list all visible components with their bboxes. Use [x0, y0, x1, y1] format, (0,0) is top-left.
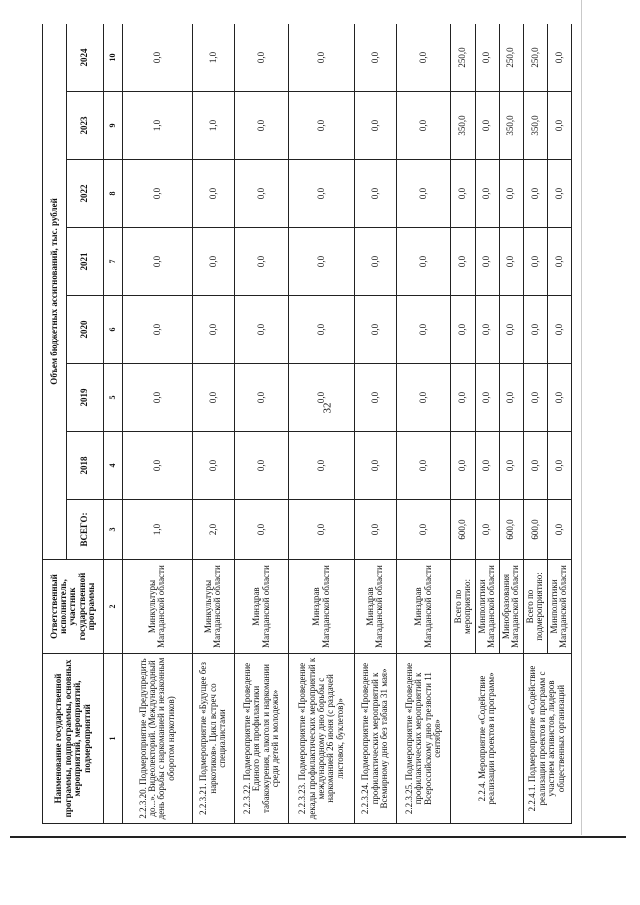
row-executor: Минобразования Магаданской области	[499, 560, 523, 654]
row-value: 0,0	[234, 228, 289, 296]
row-executor: Минздрав Магаданской области	[289, 560, 355, 654]
row-value: 0,0	[355, 364, 397, 432]
row-value: 0,0	[475, 364, 499, 432]
row-value: 0,0	[289, 296, 355, 364]
row-value: 0,0	[355, 228, 397, 296]
row-value: 1,0	[122, 500, 192, 560]
row-value: 0,0	[396, 364, 451, 432]
row-executor: Минполитики Магаданской области	[475, 560, 499, 654]
row-value: 250,0	[523, 24, 547, 92]
row-value: 350,0	[499, 92, 523, 160]
table-row	[122, 24, 192, 824]
row-value: 0,0	[547, 24, 571, 92]
header-year: 2022	[67, 160, 104, 228]
row-value: 0,0	[193, 228, 235, 296]
row-value: 0,0	[234, 500, 289, 560]
column-number: 8	[104, 160, 123, 228]
header-budget-group: Объем бюджетных ассигнований, тыс. рублей	[43, 24, 67, 560]
header-total: ВСЕГО:	[67, 500, 104, 560]
row-value: 0,0	[547, 432, 571, 500]
row-value: 0,0	[234, 160, 289, 228]
row-value: 0,0	[396, 160, 451, 228]
column-number: 3	[104, 500, 123, 560]
table-row	[193, 24, 235, 824]
row-value: 0,0	[289, 228, 355, 296]
row-value: 0,0	[122, 432, 192, 500]
header-year: 2019	[67, 364, 104, 432]
row-value: 0,0	[523, 364, 547, 432]
column-number: 5	[104, 364, 123, 432]
row-executor: Минкультуры Магаданской области	[193, 560, 235, 654]
row-value: 0,0	[122, 364, 192, 432]
row-value: 0,0	[396, 500, 451, 560]
rotated-table-container	[42, 24, 572, 824]
budget-table	[42, 24, 572, 824]
page-number: 32	[321, 402, 334, 414]
row-value: 0,0	[234, 92, 289, 160]
row-executor: Всего по мероприятию:	[451, 560, 475, 654]
row-value: 0,0	[475, 228, 499, 296]
row-name: 2.2.3.23. Подмероприятие «Проведение декады профилактических мероприятий к международному дню борьбы с наркоманией 26 июня (с раздачей листовок, буклетов)»	[289, 654, 355, 824]
column-number: 10	[104, 24, 123, 92]
row-value: 0,0	[396, 92, 451, 160]
row-value: 0,0	[475, 92, 499, 160]
row-value: 0,0	[122, 160, 192, 228]
row-value: 0,0	[396, 228, 451, 296]
row-name: 2.2.4. Мероприятие «Содействие реализации проектов и программ»	[451, 654, 523, 824]
row-executor: Минздрав Магаданской области	[234, 560, 289, 654]
row-name: 2.2.3.25. Подмероприятие «Проведение профилактических мероприятий к Всероссийскому дню трезвости 11 сентября»	[396, 654, 451, 824]
row-value: 1,0	[193, 24, 235, 92]
row-value: 600,0	[499, 500, 523, 560]
row-name: 2.2.4.1. Подмероприятие «Содействие реализации проектов и программ с участием активистов, лидеров общественных организаций	[523, 654, 571, 824]
row-executor: Минздрав Магаданской области	[396, 560, 451, 654]
row-value: 0,0	[289, 24, 355, 92]
row-value: 0,0	[499, 296, 523, 364]
row-value: 0,0	[234, 432, 289, 500]
header-year: 2021	[67, 228, 104, 296]
row-value: 0,0	[289, 364, 355, 432]
row-value: 0,0	[547, 92, 571, 160]
row-value: 0,0	[355, 500, 397, 560]
row-value: 0,0	[289, 500, 355, 560]
row-value: 0,0	[289, 92, 355, 160]
row-value: 0,0	[193, 364, 235, 432]
right-margin-line	[581, 0, 582, 835]
row-value: 0,0	[355, 296, 397, 364]
row-value: 0,0	[523, 160, 547, 228]
row-value: 2,0	[193, 500, 235, 560]
row-value: 0,0	[451, 228, 475, 296]
row-value: 0,0	[289, 432, 355, 500]
row-executor: Всего по подмероприятию:	[523, 560, 547, 654]
table-row	[451, 24, 475, 824]
column-number: 4	[104, 432, 123, 500]
row-name: 2.2.3.22. Подмероприятие «Проведение Единого дня профилактики табакокурения, алкоголя и наркомании среди детей и молодежи»	[234, 654, 289, 824]
row-value: 250,0	[451, 24, 475, 92]
column-number: 7	[104, 228, 123, 296]
row-value: 0,0	[234, 296, 289, 364]
row-value: 0,0	[451, 432, 475, 500]
row-value: 350,0	[451, 92, 475, 160]
row-value: 1,0	[193, 92, 235, 160]
row-value: 0,0	[547, 364, 571, 432]
row-value: 0,0	[547, 500, 571, 560]
column-number: 1	[104, 654, 123, 824]
bottom-rule	[10, 836, 626, 838]
header-year: 2023	[67, 92, 104, 160]
row-value: 0,0	[499, 432, 523, 500]
row-value: 0,0	[475, 500, 499, 560]
row-name: 2.2.3.20. Подмероприятие «Предупредить до...». Видеолекторий. (Международный день борьбы с наркоманией и незаконным оборотом наркотиков)	[122, 654, 192, 824]
table-row	[289, 24, 355, 824]
row-value: 0,0	[523, 228, 547, 296]
row-value: 0,0	[234, 24, 289, 92]
row-value: 0,0	[547, 160, 571, 228]
row-value: 0,0	[475, 432, 499, 500]
row-value: 0,0	[396, 24, 451, 92]
row-value: 0,0	[396, 296, 451, 364]
row-value: 0,0	[122, 296, 192, 364]
row-value: 0,0	[451, 296, 475, 364]
row-value: 350,0	[523, 92, 547, 160]
row-value: 0,0	[122, 24, 192, 92]
header-name: Наименование государственной программы, подпрограммы, основных мероприятий, мероприятий, подмероприятий	[43, 654, 104, 824]
row-value: 0,0	[193, 296, 235, 364]
row-value: 600,0	[451, 500, 475, 560]
row-executor: Минздрав Магаданской области	[355, 560, 397, 654]
header-year: 2024	[67, 24, 104, 92]
column-number: 9	[104, 92, 123, 160]
table-row	[523, 24, 547, 824]
row-value: 0,0	[193, 432, 235, 500]
row-executor: Минполитики Магаданской области	[547, 560, 571, 654]
row-value: 0,0	[451, 364, 475, 432]
row-value: 0,0	[355, 92, 397, 160]
row-value: 0,0	[396, 432, 451, 500]
row-value: 0,0	[547, 296, 571, 364]
row-name: 2.2.3.24. Подмероприятие «Проведение профилактических мероприятий к Всемирному дню без табака 31 мая»	[355, 654, 397, 824]
row-value: 0,0	[475, 160, 499, 228]
row-value: 0,0	[523, 432, 547, 500]
column-number: 6	[104, 296, 123, 364]
row-value: 1,0	[122, 92, 192, 160]
header-year: 2020	[67, 296, 104, 364]
row-value: 0,0	[193, 160, 235, 228]
row-value: 0,0	[475, 24, 499, 92]
row-value: 0,0	[523, 296, 547, 364]
row-value: 600,0	[523, 500, 547, 560]
row-value: 0,0	[122, 228, 192, 296]
row-name: 2.2.3.21. Подмероприятие «Будущее без наркотиков». Цикл встреч со специалистами	[193, 654, 235, 824]
row-value: 0,0	[234, 364, 289, 432]
column-numbers-row	[104, 24, 123, 824]
row-value: 0,0	[475, 296, 499, 364]
row-value: 250,0	[499, 24, 523, 92]
row-value: 0,0	[499, 228, 523, 296]
table-row	[355, 24, 397, 824]
column-number: 2	[104, 560, 123, 654]
table-row	[396, 24, 451, 824]
row-value: 0,0	[355, 160, 397, 228]
header-executor: Ответственный исполнитель, участник государственной программы	[43, 560, 104, 654]
row-value: 0,0	[355, 24, 397, 92]
row-value: 0,0	[451, 160, 475, 228]
row-value: 0,0	[355, 432, 397, 500]
row-value: 0,0	[499, 160, 523, 228]
table-row	[234, 24, 289, 824]
header-year: 2018	[67, 432, 104, 500]
row-value: 0,0	[499, 364, 523, 432]
row-executor: Минкультуры Магаданской области	[122, 560, 192, 654]
row-value: 0,0	[289, 160, 355, 228]
row-value: 0,0	[547, 228, 571, 296]
